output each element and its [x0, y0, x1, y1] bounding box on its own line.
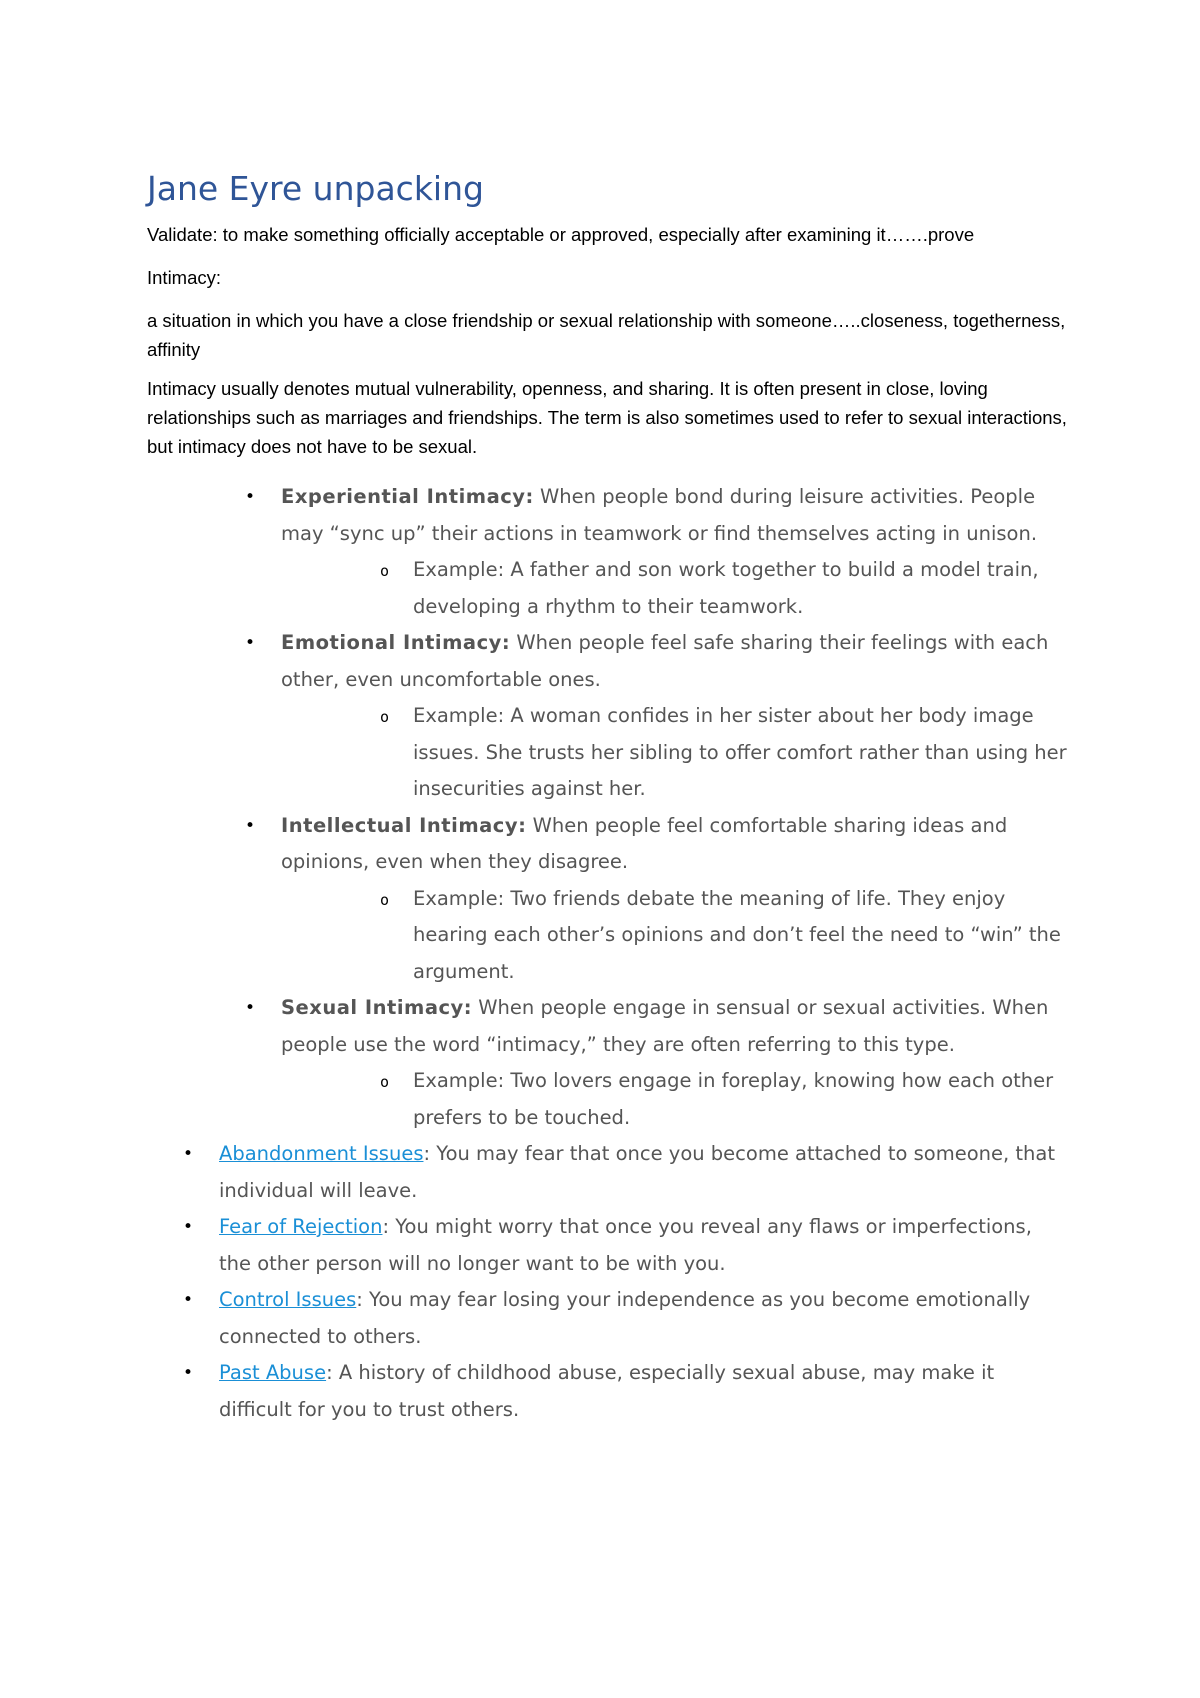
term-description: When people feel safe sharing their feelings with each other, even uncomfortable ones.	[281, 631, 1049, 691]
intimacy-description: Intimacy usually denotes mutual vulnerability, openness, and sharing. It is often present in close, loving relationships such as marriages and friendships. The term is also sometimes used to refer to sexual interactions, but intimacy does not have to be sexual.	[147, 378, 1067, 457]
bullet-icon: •	[183, 1363, 194, 1383]
example-item-experiential	[147, 552, 1067, 625]
example-text: Example: Two lovers engage in foreplay, knowing how each other prefers to be touched.	[413, 1069, 1054, 1129]
list-item-control-issues	[147, 1282, 1067, 1355]
sub-bullet-icon: o	[380, 562, 390, 580]
bullet-icon: •	[245, 815, 256, 836]
bullet-icon: •	[245, 633, 256, 653]
list-item-abandonment-issues	[147, 1136, 1067, 1209]
issue-description: : A history of childhood abuse, especially sexual abuse, may make it difficult for you to trust others.	[219, 1361, 995, 1421]
control-issues-link[interactable]: Control Issues	[219, 1288, 357, 1311]
list-item-past-abuse	[147, 1355, 1067, 1428]
issue-description: : You might worry that once you reveal any flaws or imperfections, the other person will no longer want to be with you.	[219, 1215, 1032, 1275]
past-abuse-link[interactable]: Past Abuse	[219, 1361, 327, 1384]
list-item-sexual	[147, 990, 1067, 1063]
term-label: Experiential Intimacy:	[281, 485, 534, 508]
list-item-experiential	[147, 479, 1067, 552]
document-content	[147, 168, 1067, 1428]
bullet-icon: •	[245, 487, 256, 507]
term-description: When people engage in sensual or sexual activities. When people use the word “intimacy,” they are often referring to this type.	[281, 996, 1049, 1056]
bullet-icon: •	[245, 998, 256, 1018]
fear-of-rejection-link[interactable]: Fear of Rejection	[219, 1215, 383, 1238]
document-title: Jane Eyre unpacking	[147, 169, 484, 208]
example-item-sexual	[147, 1063, 1067, 1136]
intimacy-heading: Intimacy:	[147, 267, 222, 288]
sub-bullet-icon: o	[380, 1073, 390, 1091]
intimacy-definition: a situation in which you have a close friendship or sexual relationship with someone…..closeness, togetherness, affinity	[147, 310, 1066, 360]
example-text: Example: A woman confides in her sister about her body image issues. She trusts her sibling to offer comfort rather than using her insecurities against her.	[413, 704, 1067, 800]
abandonment-issues-link[interactable]: Abandonment Issues	[219, 1142, 424, 1165]
issue-description: : You may fear that once you become attached to someone, that individual will leave.	[219, 1142, 1056, 1202]
term-description: When people feel comfortable sharing ideas and opinions, even when they disagree.	[281, 813, 1008, 873]
list-item-fear-of-rejection	[147, 1209, 1067, 1282]
bullet-icon: •	[183, 1217, 194, 1237]
sub-bullet-icon: o	[380, 708, 390, 726]
list-item-emotional	[147, 625, 1067, 698]
example-item-emotional	[147, 698, 1067, 808]
example-text: Example: A father and son work together to build a model train, developing a rhythm to their teamwork.	[413, 558, 1039, 618]
intimacy-types-list	[147, 479, 1067, 1428]
validate-definition: Validate: to make something officially acceptable or approved, especially after examining it…….prove	[147, 224, 975, 245]
sub-bullet-icon: o	[380, 890, 390, 909]
list-item-intellectual	[147, 808, 1067, 881]
example-item-intellectual	[147, 881, 1067, 991]
term-label: Sexual Intimacy:	[281, 996, 473, 1019]
term-label: Intellectual Intimacy:	[281, 813, 527, 837]
bullet-icon: •	[183, 1144, 194, 1164]
term-description: When people bond during leisure activities. People may “sync up” their actions in teamwork or find themselves acting in unison.	[281, 485, 1038, 545]
issue-description: : You may fear losing your independence as you become emotionally connected to others.	[219, 1288, 1031, 1348]
bullet-icon: •	[183, 1290, 194, 1310]
example-text: Example: Two friends debate the meaning of life. They enjoy hearing each other’s opinions and don’t feel the need to “win” the argument.	[413, 886, 1061, 983]
term-label: Emotional Intimacy:	[281, 631, 511, 654]
